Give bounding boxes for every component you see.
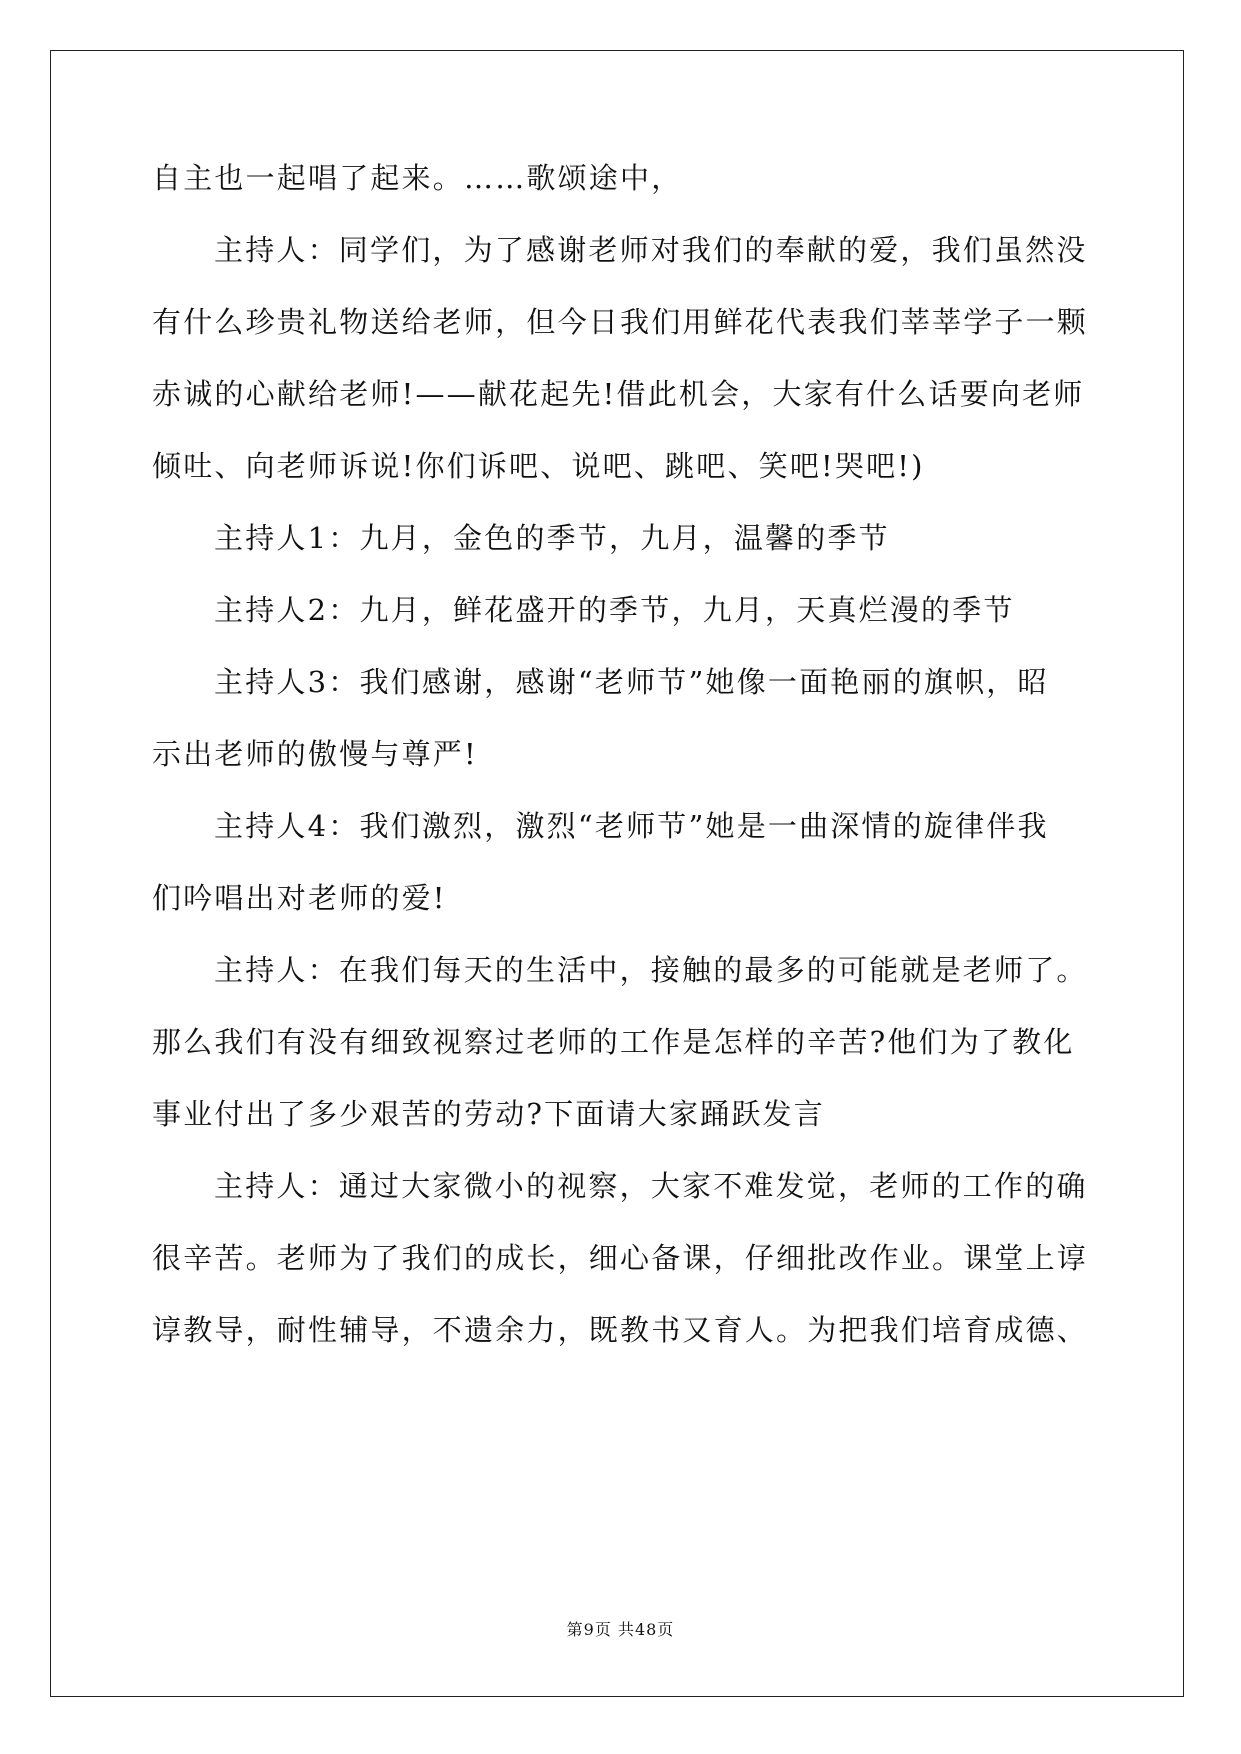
text-line: 示出老师的傲慢与尊严! [152, 737, 478, 771]
text-line: 很辛苦。老师为了我们的成长，细心备课，仔细批改作业。课堂上谆 [152, 1241, 1089, 1275]
paragraph-start: 主持人4：我们激烈，激烈“老师节”她是一曲深情的旋律伴我 [214, 809, 1049, 843]
page-border [50, 50, 1184, 1697]
text-line: 们吟唱出对老师的爱! [152, 881, 447, 915]
text-line: 谆教导，耐性辅导，不遗余力，既教书又育人。为把我们培育成德、 [152, 1313, 1089, 1347]
text-line: 赤诚的心献给老师!——献花起先!借此机会，大家有什么话要向老师 [152, 377, 1085, 411]
text-line: 那么我们有没有细致视察过老师的工作是怎样的辛苦?他们为了教化 [152, 1025, 1075, 1059]
paragraph-start: 主持人：在我们每天的生活中，接触的最多的可能就是老师了。 [214, 953, 1088, 987]
paragraph-start: 主持人：通过大家微小的视察，大家不难发觉，老师的工作的确 [214, 1169, 1088, 1203]
text-line: 自主也一起唱了起来。……歌颂途中， [152, 161, 683, 195]
text-line: 倾吐、向老师诉说!你们诉吧、说吧、跳吧、笑吧!哭吧!) [152, 449, 925, 483]
text-line: 事业付出了多少艰苦的劳动?下面请大家踊跃发言 [152, 1097, 825, 1131]
paragraph-start: 主持人：同学们，为了感谢老师对我们的奉献的爱，我们虽然没 [214, 233, 1088, 267]
page-footer: 第9页 共48页 [566, 1620, 675, 1639]
paragraph-start: 主持人1：九月，金色的季节，九月，温馨的季节 [214, 521, 890, 555]
paragraph-start: 主持人3：我们感谢，感谢“老师节”她像一面艳丽的旗帜，昭 [214, 665, 1049, 699]
text-line: 有什么珍贵礼物送给老师，但今日我们用鲜花代表我们莘莘学子一颗 [152, 305, 1089, 339]
paragraph-start: 主持人2：九月，鲜花盛开的季节，九月，天真烂漫的季节 [214, 593, 1015, 627]
